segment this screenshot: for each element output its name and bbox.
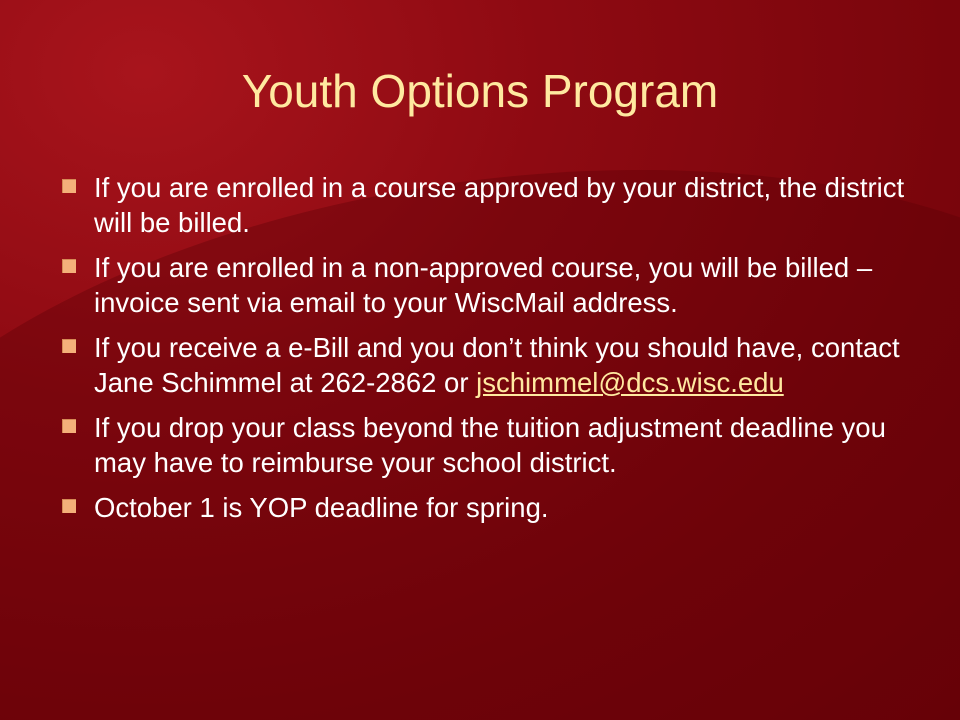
slide-title: Youth Options Program xyxy=(241,65,719,117)
bullet-item xyxy=(62,330,912,400)
square-bullet-icon xyxy=(62,259,76,273)
bullet-text: If you are enrolled in a non-approved course, you will be billed – invoice sent via email to your WiscMail address. xyxy=(94,252,873,318)
square-bullet-icon xyxy=(62,339,76,353)
bullet-item xyxy=(62,490,912,525)
square-bullet-icon xyxy=(62,499,76,513)
bullet-item xyxy=(62,250,912,320)
bullet-text: If you receive a e-Bill and you don’t think you should have, contact Jane Schimmel at 262-2862 or xyxy=(94,332,900,398)
bullet-list xyxy=(62,170,912,535)
square-bullet-icon xyxy=(62,179,76,193)
bullet-item xyxy=(62,410,912,480)
email-link[interactable]: jschimmel@dcs.wisc.edu xyxy=(476,367,784,398)
bullet-text: If you are enrolled in a course approved by your district, the district will be billed. xyxy=(94,172,905,238)
bullet-text: If you drop your class beyond the tuition adjustment deadline you may have to reimburse your school district. xyxy=(94,412,886,478)
bullet-item xyxy=(62,170,912,240)
bullet-text: October 1 is YOP deadline for spring. xyxy=(94,492,549,523)
square-bullet-icon xyxy=(62,419,76,433)
